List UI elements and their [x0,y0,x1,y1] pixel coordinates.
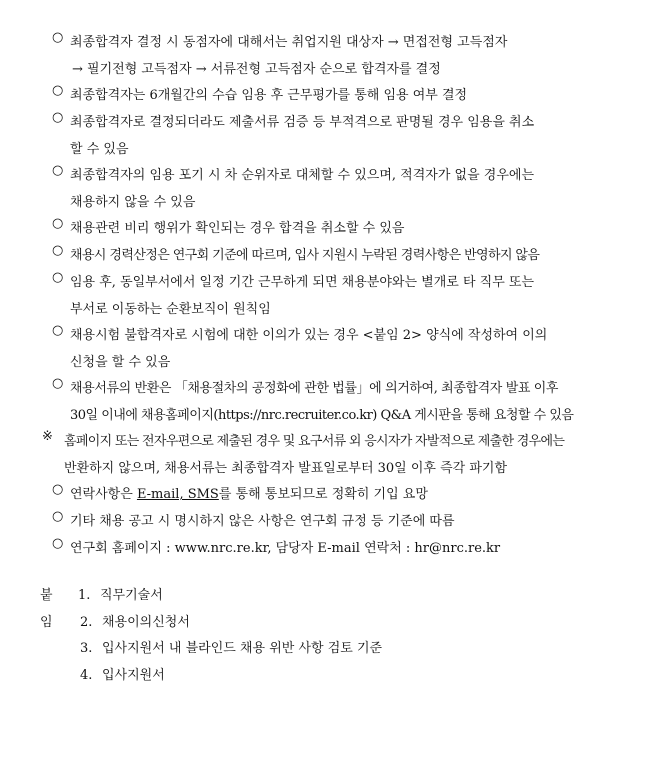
note-line: 홈페이지 또는 전자우편으로 제출된 경우 및 요구서류 외 응시자가 자발적으로 제출한 경우에는 [64,434,565,449]
list-item [52,482,612,509]
list-item [52,30,612,83]
attachment-item [78,583,382,610]
bullet-icon: ○ [52,536,64,551]
attachment-number: 2. [80,614,93,630]
contact-suffix: 를 통해 통보되므로 정확히 기입 요망 [218,487,428,502]
item-line: 최종합격자의 임용 포기 시 차 순위자로 대체할 수 있으며, 적격자가 없을 경우에는 [70,168,535,183]
contact-prefix: 연락사항은 [70,487,133,502]
bullet-icon: ○ [52,482,64,497]
attachment-number: 1. [78,588,91,603]
list-item [52,163,612,216]
attachments-list [78,583,382,689]
bullet-icon: ○ [52,243,64,258]
list-item [52,243,612,270]
list-item [52,83,612,110]
item-line: 최종합격자는 6개월간의 수습 임용 후 근무평가를 통해 임용 여부 결정 [70,88,468,103]
attachment-number: 4. [80,667,93,683]
attachments-label: 붙임 [40,588,53,630]
homepage-line: 연구회 홈페이지 : www.nrc.re.kr, 담당자 E-mail 연락처 : hr@nrc.re.kr [70,541,501,556]
bullet-icon: ○ [52,270,64,285]
item-line: → 필기전형 고득점자 → 서류전형 고득점자 순으로 합격자를 결정 [72,61,441,77]
item-line: 임용 후, 동일부서에서 일정 기간 근무하게 되면 채용분야와는 별개로 타 직무 또는 [70,275,535,290]
item-line: 기타 채용 공고 시 명시하지 않은 사항은 연구회 규정 등 기준에 따름 [70,514,455,529]
item-line: 30일 이내에 채용홈페이지(https://nrc.recruiter.co.kr) Q&A 게시판을 통해 요청할 수 있음 [70,407,574,423]
bullet-icon: ○ [52,323,64,338]
list-item [52,323,612,376]
attachment-number: 3. [80,641,93,656]
item-line: 채용서류의 반환은 「채용절차의 공정화에 관한 법률」에 의거하여, 최종합격자 발표 이후 [70,381,559,396]
list-item [52,376,612,429]
note-icon: ※ [42,429,53,444]
list-item [52,536,612,563]
item-line: 채용시 경력산정은 연구회 기준에 따르며, 입사 지원시 누락된 경력사항은 반영하지 않음 [70,248,540,263]
bullet-icon: ○ [52,30,64,45]
bullet-icon: ○ [52,83,64,98]
contact-channels: E-mail, SMS [136,487,219,502]
contact-line [70,482,612,509]
attachment-title: 채용이의신청서 [102,614,190,630]
item-line: 채용하지 않을 수 있음 [70,194,196,210]
item-line: 할 수 있음 [70,141,129,157]
bullet-icon: ○ [52,216,64,231]
item-line: 채용시험 불합격자로 시험에 대한 이의가 있는 경우 <붙임 2> 양식에 작성하여 이의 [70,328,548,343]
item-line: 신청을 할 수 있음 [70,354,171,370]
item-line: 채용관련 비리 행위가 확인되는 경우 합격을 취소할 수 있음 [70,221,405,236]
item-line: 부서로 이동하는 순환보직이 원칙임 [70,301,271,317]
item-line: 최종합격자로 결정되더라도 제출서류 검증 등 부적격으로 판명될 경우 임용을 취소 [70,115,535,130]
list-item [52,216,612,243]
attachment-item [78,636,382,663]
list-item [52,509,612,536]
note-line: 반환하지 않으며, 채용서류는 최종합격자 발표일로부터 30일 이후 즉각 파기함 [64,460,508,476]
list-item [52,270,612,323]
item-line: 최종합격자 결정 시 동점자에 대해서는 취업지원 대상자 → 면접전형 고득점자 [70,35,508,50]
list-item [52,110,612,163]
attachment-item [78,663,382,690]
bullet-icon: ○ [52,110,64,125]
bullet-icon: ○ [52,163,64,178]
attachment-item [78,610,382,637]
attachment-title: 입사지원서 내 블라인드 채용 위반 사항 검토 기준 [102,641,383,656]
attachment-title: 직무기술서 [100,588,163,603]
note-item [42,429,617,482]
attachment-title: 입사지원서 [102,667,165,683]
bullet-icon: ○ [52,376,64,391]
bullet-icon: ○ [52,509,64,524]
